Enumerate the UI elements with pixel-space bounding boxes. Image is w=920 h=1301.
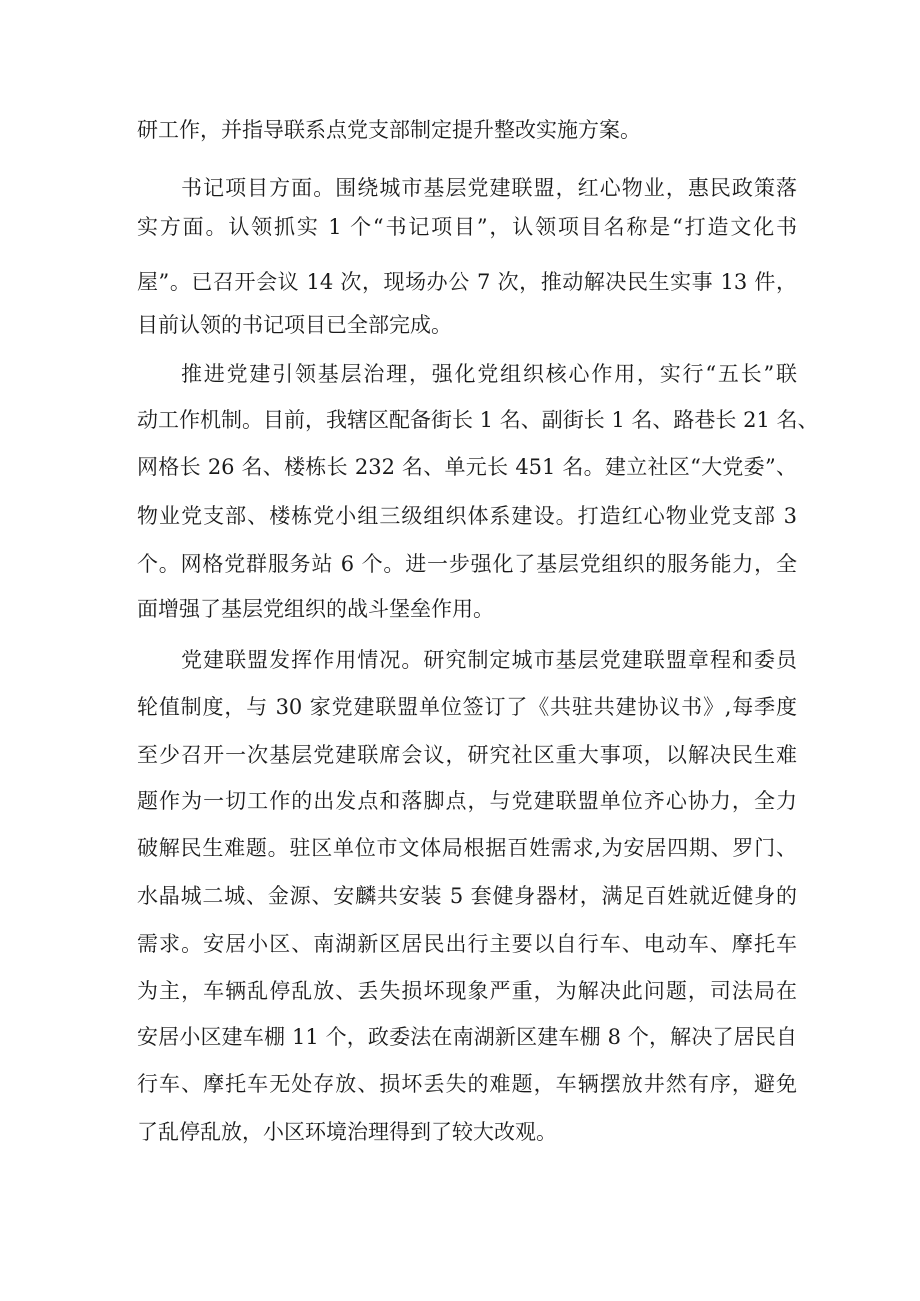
text-line: 水晶城二城、金源、安麟共安装 5 套健身器材，满足百姓就近健身的 bbox=[137, 884, 797, 908]
text-line: 面增强了基层党组织的战斗堡垒作用。 bbox=[137, 597, 494, 621]
text-line: 个。网格党群服务站 6 个。进一步强化了基层党组织的服务能力，全 bbox=[137, 552, 797, 576]
text-line: 轮值制度，与 30 家党建联盟单位签订了《共驻共建协议书》,每季度 bbox=[137, 695, 797, 719]
text-line: 网格长 26 名、楼栋长 232 名、单元长 451 名。建立社区“大党委”、 bbox=[137, 455, 797, 479]
text-line: 动工作机制。目前，我辖区配备街长 1 名、副街长 1 名、路巷长 21 名、 bbox=[137, 408, 819, 432]
text-line: 破解民生难题。驻区单位市文体局根据百姓需求,为安居四期、罗门、 bbox=[137, 836, 797, 860]
text-line: 需求。安居小区、南湖新区居民出行主要以自行车、电动车、摩托车 bbox=[137, 932, 797, 956]
text-line: 研工作，并指导联系点党支部制定提升整改实施方案。 bbox=[137, 118, 641, 142]
text-line: 实方面。认领抓实 1 个“书记项目”，认领项目名称是“打造文化书 bbox=[137, 215, 797, 239]
text-line: 为主，车辆乱停乱放、丢失损坏现象严重，为解决此问题，司法局在 bbox=[137, 979, 797, 1003]
text-line: 安居小区建车棚 11 个，政委法在南湖新区建车棚 8 个，解决了居民自 bbox=[137, 1025, 797, 1049]
text-line: 了乱停乱放，小区环境治理得到了较大改观。 bbox=[137, 1120, 557, 1144]
text-line: 推进党建引领基层治理，强化党组织核心作用，实行“五长”联 bbox=[181, 362, 797, 386]
text-line: 党建联盟发挥作用情况。研究制定城市基层党建联盟章程和委员 bbox=[181, 648, 797, 672]
text-line: 题作为一切工作的出发点和落脚点，与党建联盟单位齐心协力，全力 bbox=[137, 789, 797, 813]
text-line: 目前认领的书记项目已全部完成。 bbox=[137, 313, 452, 337]
text-line: 至少召开一次基层党建联席会议，研究社区重大事项，以解决民生难 bbox=[137, 743, 797, 767]
text-line: 屋”。已召开会议 14 次，现场办公 7 次，推动解决民生实事 13 件， bbox=[137, 270, 797, 294]
text-line: 物业党支部、楼栋党小组三级组织体系建设。打造红心物业党支部 3 bbox=[137, 504, 797, 528]
text-line: 行车、摩托车无处存放、损坏丢失的难题，车辆摆放井然有序，避免 bbox=[137, 1072, 797, 1096]
text-line: 书记项目方面。围绕城市基层党建联盟，红心物业，惠民政策落 bbox=[181, 176, 797, 200]
